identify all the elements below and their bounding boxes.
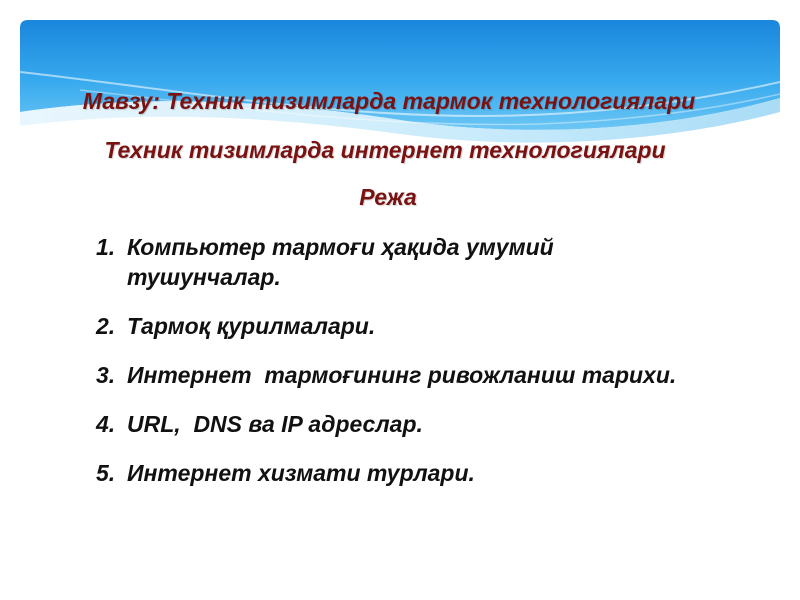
- plan-list: [96, 232, 696, 507]
- list-item-number: 2.: [96, 313, 116, 339]
- list-item: [96, 458, 696, 488]
- list-item-text: Тармоқ қурилмалари.: [127, 313, 376, 339]
- list-item: [96, 232, 696, 292]
- list-item-text: Интернет хизмати турлари.: [127, 460, 475, 486]
- list-item-number: 1.: [96, 234, 116, 260]
- list-item-text: URL, DNS ва IP адреслар.: [127, 411, 423, 437]
- slide-subtitle: Техник тизимларда интернет технологиялари: [104, 137, 666, 163]
- list-item: [96, 360, 696, 390]
- list-item-text: Интернет тармоғининг ривожланиш тарихи.: [127, 362, 677, 388]
- list-item: [96, 311, 696, 341]
- plan-heading: Режа: [359, 184, 417, 210]
- list-item-text: Компьютер тармоғи ҳақида умумий тушунчалар.: [127, 234, 561, 290]
- wave-banner-icon: [20, 20, 780, 150]
- list-item-number: 5.: [96, 460, 116, 486]
- slide-topic-title: Мавзу: Техник тизимларда тармок технологиялари: [82, 88, 696, 114]
- list-item-number: 3.: [96, 362, 116, 388]
- list-item: [96, 409, 696, 439]
- list-item-number: 4.: [96, 411, 116, 437]
